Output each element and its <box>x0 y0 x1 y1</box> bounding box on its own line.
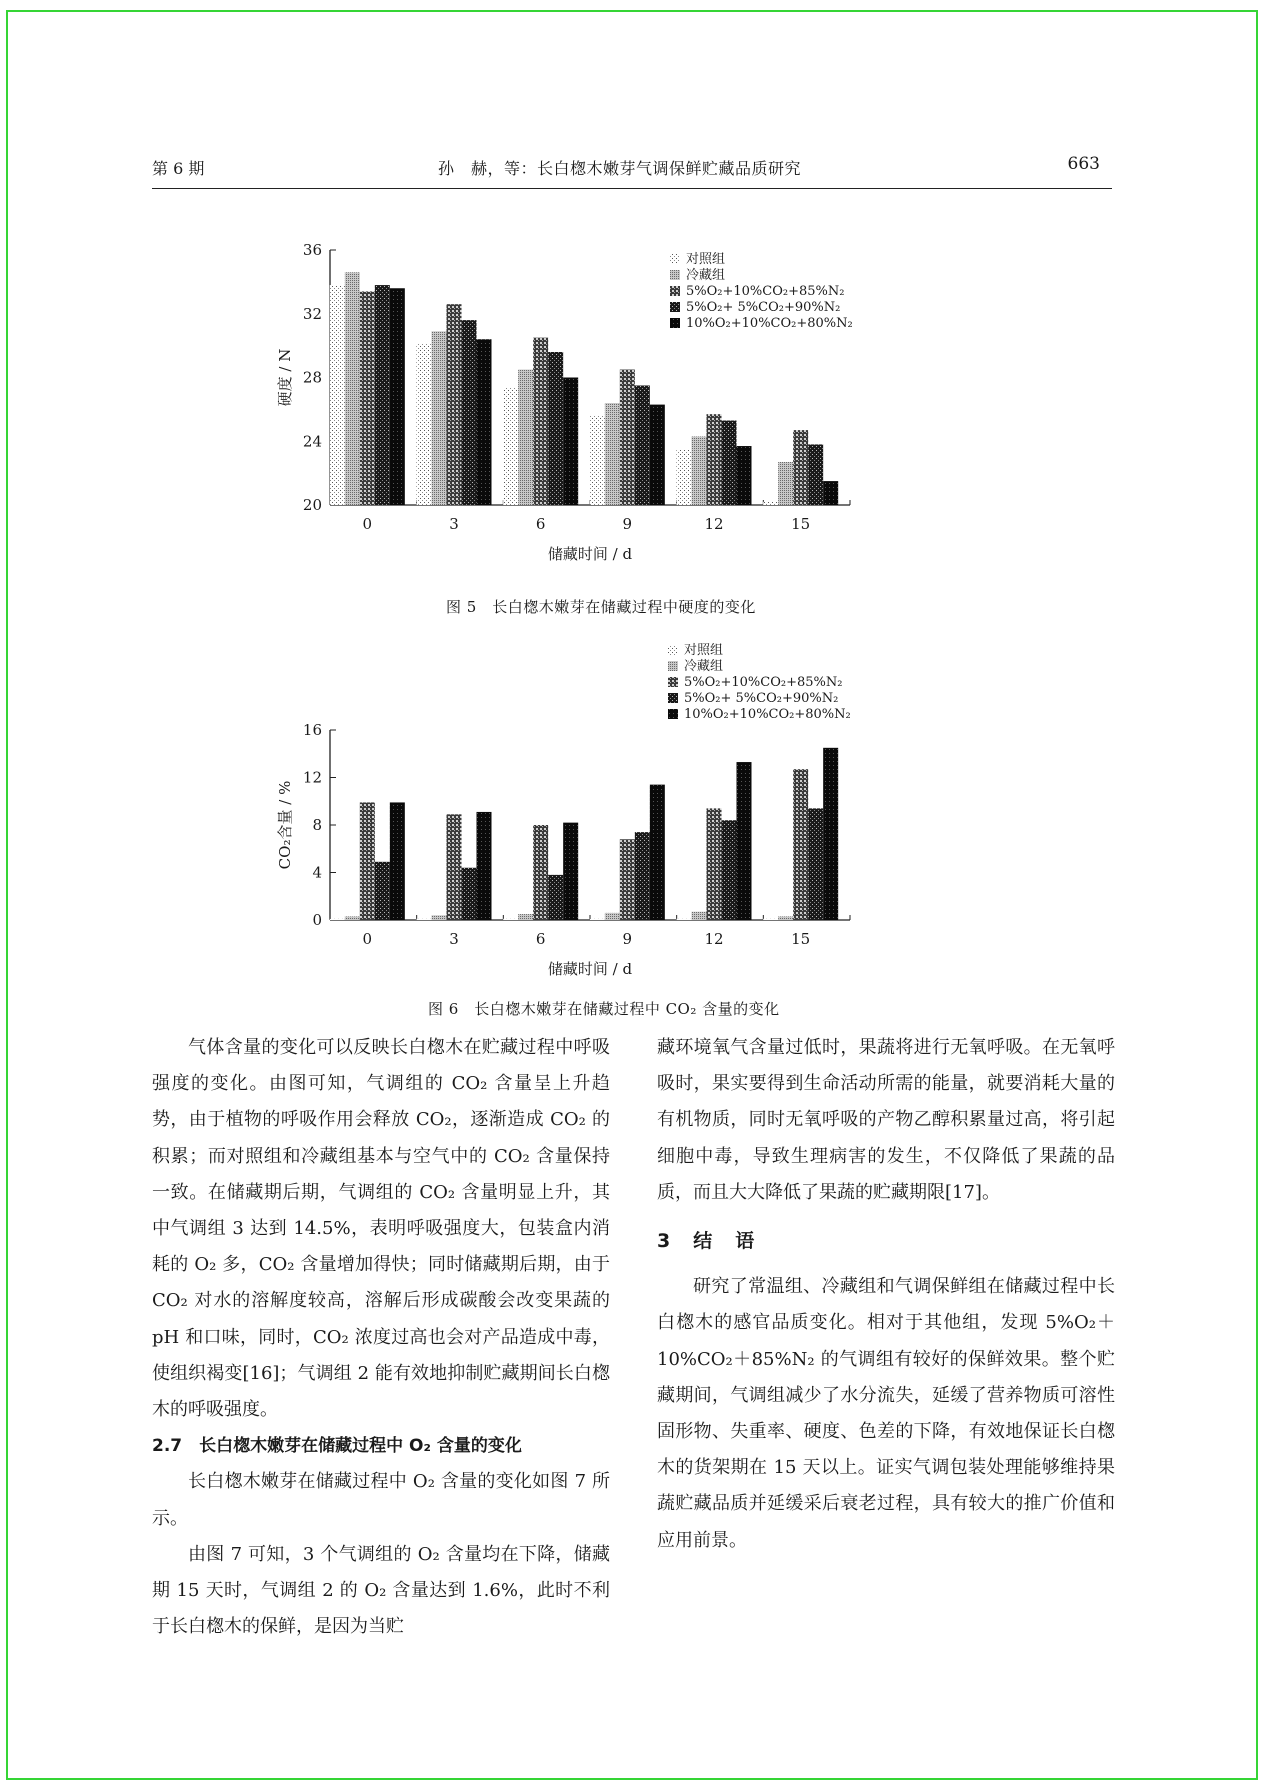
co2-bar-chart <box>240 640 1020 990</box>
bar <box>477 812 492 920</box>
legend-swatch <box>670 270 680 280</box>
right-column <box>657 1030 1115 1559</box>
x-tick-label: 3 <box>449 930 459 948</box>
page-number: 663 <box>1067 154 1100 174</box>
legend-label: 对照组 <box>684 643 724 658</box>
bar <box>692 912 707 920</box>
paragraph: 长白楤木嫩芽在储藏过程中 O₂ 含量的变化如图 7 所示。 <box>152 1471 610 1529</box>
bar <box>590 919 605 920</box>
bar <box>650 405 665 505</box>
figure-5-caption: 图 5 长白楤木嫩芽在储藏过程中硬度的变化 <box>446 598 756 616</box>
running-head <box>152 150 1112 189</box>
bar <box>462 868 477 920</box>
x-tick-label: 12 <box>704 930 724 948</box>
bar <box>330 285 345 505</box>
x-tick-label: 15 <box>791 930 811 948</box>
x-axis-label: 储藏时间 / d <box>547 960 633 978</box>
bar <box>722 820 737 920</box>
y-axis-label: 硬度 / N <box>276 348 294 407</box>
bar <box>462 320 477 505</box>
bar <box>375 862 390 920</box>
legend-swatch <box>668 677 678 687</box>
bar <box>707 808 722 920</box>
bar <box>360 802 375 920</box>
bar <box>447 814 462 920</box>
bar <box>345 272 360 505</box>
y-axis-label: CO₂含量 / % <box>276 780 294 870</box>
bar <box>605 403 620 505</box>
bar <box>390 288 405 505</box>
x-tick-label: 9 <box>622 930 633 948</box>
x-tick-label: 15 <box>791 515 811 533</box>
legend-swatch <box>670 254 680 264</box>
bar <box>518 370 533 505</box>
y-tick-label: 32 <box>302 304 322 323</box>
bar <box>737 762 752 920</box>
legend-label: 5%O₂+10%CO₂+85%N₂ <box>686 284 845 299</box>
left-column <box>152 1030 610 1645</box>
bar <box>417 919 432 920</box>
bar <box>808 808 823 920</box>
bar <box>548 875 563 920</box>
bar <box>605 913 620 920</box>
x-tick-label: 12 <box>704 515 724 533</box>
paragraph: 由图 7 可知，3 个气调组的 O₂ 含量均在下降，储藏期 15 天时，气调组 2 的 O₂ 含量达到 1.6%，此时不利于长白楤木的保鲜，是因为当贮 <box>152 1543 610 1638</box>
bar <box>778 462 793 505</box>
paragraph: 藏环境氧气含量过低时，果蔬将进行无氧呼吸。在无氧呼吸时，果实要得到生命活动所需的能量，就要消耗大量的有机物质，同时无氧呼吸的产物乙醇积累量过高，将引起细胞中毒，导致生理病害的发生，不仅降低了果蔬的品质，而且大大降低了果蔬的贮藏期限[17]。 <box>657 1037 1115 1203</box>
subsection-heading: 2.7 长白楤木嫩芽在储藏过程中 O₂ 含量的变化 <box>152 1436 522 1457</box>
y-tick-label: 36 <box>302 241 322 259</box>
bar <box>345 916 360 920</box>
y-tick-label: 12 <box>302 768 322 787</box>
x-tick-label: 0 <box>362 930 373 948</box>
x-tick-label: 0 <box>362 515 373 533</box>
bar <box>477 339 492 505</box>
legend-label: 冷藏组 <box>684 659 724 674</box>
bar <box>503 919 518 920</box>
bar <box>692 436 707 505</box>
x-tick-label: 9 <box>622 515 633 533</box>
legend-swatch <box>668 693 678 703</box>
bar <box>417 344 432 505</box>
bar <box>533 825 548 920</box>
bar <box>677 919 692 920</box>
legend-swatch <box>670 318 680 328</box>
bar <box>778 916 793 920</box>
legend-label: 5%O₂+10%CO₂+85%N₂ <box>684 675 843 690</box>
bar <box>763 919 778 920</box>
legend-label: 对照组 <box>686 252 726 267</box>
legend-swatch <box>668 645 678 655</box>
bar <box>563 378 578 506</box>
x-tick-label: 6 <box>535 515 546 533</box>
legend-swatch <box>670 286 680 296</box>
bar <box>590 416 605 505</box>
bar <box>793 430 808 505</box>
x-tick-label: 6 <box>535 930 546 948</box>
bar <box>390 802 405 920</box>
bar <box>620 839 635 920</box>
legend-label: 5%O₂+ 5%CO₂+90%N₂ <box>686 300 841 315</box>
hardness-bar-chart <box>240 230 1020 580</box>
bar <box>360 291 375 505</box>
legend-label: 5%O₂+ 5%CO₂+90%N₂ <box>684 691 839 706</box>
paragraph: 研究了常温组、冷藏组和气调保鲜组在储藏过程中长白楤木的感官品质变化。相对于其他组，发现 5%O₂＋10%CO₂＋85%N₂ 的气调组有较好的保鲜效果。整个贮藏期间，气调组减少了水分流失，延缓了营养物质可溶性固形物、失重率、硬度、色差的下降，有效地保证长白楤木的货架期在 15 天以上。证实气调包装处理能够维持果蔬贮藏品质并延缓采后衰老过程，具有较大的推广价值和应用前景。 <box>657 1276 1115 1551</box>
y-tick-label: 0 <box>312 911 322 929</box>
y-tick-label: 28 <box>302 368 322 387</box>
bar <box>635 385 650 505</box>
bar <box>763 502 778 505</box>
y-tick-label: 20 <box>302 496 322 514</box>
bar <box>677 449 692 505</box>
figure-6-caption: 图 6 长白楤木嫩芽在储藏过程中 CO₂ 含量的变化 <box>428 1000 780 1018</box>
paragraph: 气体含量的变化可以反映长白楤木在贮藏过程中呼吸强度的变化。由图可知，气调组的 CO₂ 含量呈上升趋势，由于植物的呼吸作用会释放 CO₂，逐渐造成 CO₂ 的积累；而对照组和冷藏组基本与空气中的 CO₂ 含量保持一致。在储藏期后期，气调组的 CO₂ 含量明显上升，其中气调组 3 达到 14.5%，表明呼吸强度大，包装盒内消耗的 O₂ 多，CO₂ 含量增加得快；同时储藏期后期，由于 CO₂ 对水的溶解度较高，溶解后形成碳酸会改变果蔬的 pH 和口味，同时，CO₂ 浓度过高也会对产品造成中毒，使组织褐变[16]；气调组 2 能有效地抑制贮藏期间长白楤木的呼吸强度。 <box>152 1037 610 1421</box>
bar <box>808 444 823 505</box>
bar <box>503 387 518 505</box>
bar <box>518 914 533 920</box>
issue-label: 第 6 期 <box>152 159 205 178</box>
bar <box>563 823 578 920</box>
bar <box>635 832 650 920</box>
legend-label: 10%O₂+10%CO₂+80%N₂ <box>686 316 853 331</box>
bar <box>432 915 447 920</box>
legend-swatch <box>668 709 678 719</box>
bar <box>330 919 345 920</box>
legend-label: 10%O₂+10%CO₂+80%N₂ <box>684 707 851 722</box>
y-tick-label: 16 <box>302 721 322 739</box>
bar <box>548 352 563 505</box>
x-tick-label: 3 <box>449 515 459 533</box>
section-heading: 3 结 语 <box>657 1230 757 1253</box>
x-axis-label: 储藏时间 / d <box>547 545 633 563</box>
legend-label: 冷藏组 <box>686 268 726 283</box>
article-title: 孙 赫，等：长白楤木嫩芽气调保鲜贮藏品质研究 <box>438 159 802 178</box>
bar <box>823 481 838 505</box>
y-tick-label: 4 <box>312 863 322 882</box>
y-tick-label: 24 <box>302 432 322 451</box>
bar <box>375 285 390 505</box>
bar <box>823 748 838 920</box>
bar <box>650 785 665 920</box>
bar <box>432 331 447 505</box>
y-tick-label: 8 <box>312 816 322 834</box>
bar <box>447 304 462 505</box>
bar <box>793 769 808 920</box>
bar <box>533 338 548 505</box>
bar <box>707 414 722 505</box>
legend-swatch <box>668 661 678 671</box>
bar <box>722 421 737 505</box>
bar <box>620 370 635 505</box>
legend-swatch <box>670 302 680 312</box>
bar <box>737 446 752 505</box>
